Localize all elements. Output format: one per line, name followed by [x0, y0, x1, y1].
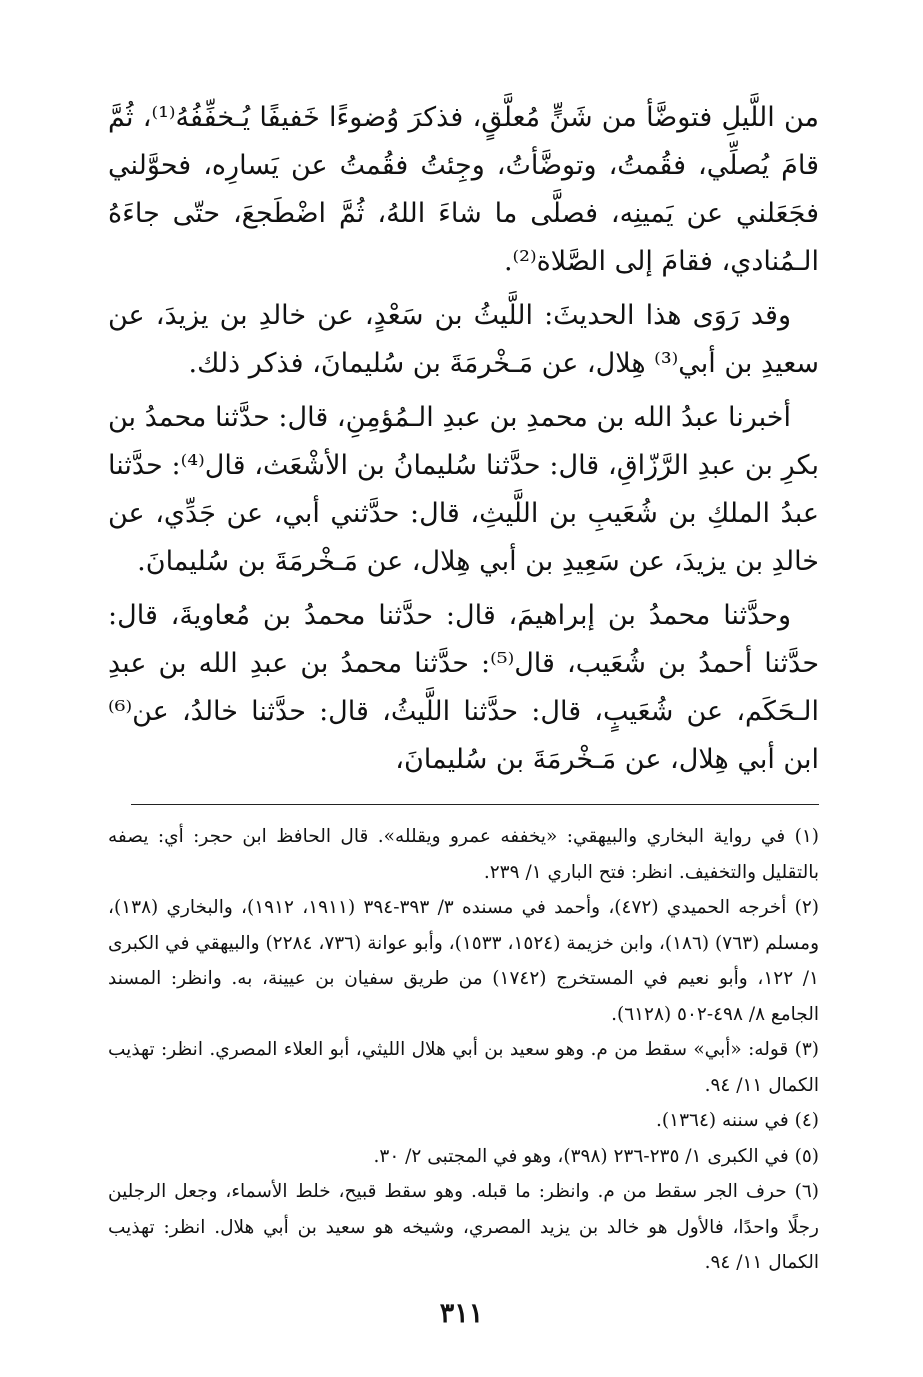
footnote-divider: [131, 804, 819, 805]
footnote-4: (٤) في سننه (١٣٦٤).: [656, 1110, 819, 1131]
footnote-6: (٦) حرف الجر سقط من م. وانظر: ما قبله. وهو سقط قبيح، خلط الأسماء، وجعل الرجلين رجلًا واحدًا، فالأول هو خالد بن يزيد المصري، وشيخه هو سعيد بن أبي هلال. انظر: تهذيب الكمال ١١/ ٩٤.: [108, 1181, 819, 1273]
footnote-1: (١) في رواية البخاري والبيهقي: «يخففه عمرو ويقلله». قال الحافظ ابن حجر: أي: يصفه بالتقليل والتخفيف. انظر: فتح الباري ١/ ٢٣٩.: [108, 826, 819, 883]
main-text: [108, 94, 819, 784]
footnotes: [108, 819, 819, 1281]
footnote-2: (٢) أخرجه الحميدي (٤٧٢)، وأحمد في مسنده ٣/ ٣٩٣-٣٩٤ (١٩١١، ١٩١٢)، والبخاري (١٣٨)، ومسلم (٧٦٣) (١٨٦)، وابن خزيمة (١٥٢٤، ١٥٣٣)، وأبو عوانة (٧٣٦، ٢٢٨٤) والبيهقي في الكبرى ١/ ١٢٢، وأبو نعيم في المستخرج (١٧٤٢) من طريق سفيان بن عيينة، به. وانظر: المسند الجامع ٨/ ٤٩٨-٥٠٢ (٦١٢٨).: [108, 897, 820, 1025]
page-number: ٣١١: [439, 1298, 484, 1329]
paragraph-4: وحدَّثنا محمدُ بن إبراهيمَ، قال: حدَّثنا محمدُ بن مُعاويةَ، قال: حدَّثنا أحمدُ بن شُعَيب، قال⁽⁵⁾: حدَّثنا محمدُ بن عبدِ الله بن عبدِ الـحَكَم، عن شُعَيبٍ، قال: حدَّثنا اللَّيثُ، قال: حدَّثنا خالدُ، عن⁽⁶⁾ ابن أبي هِلال، عن مَـخْرمَةَ بن سُليمانَ،: [108, 600, 820, 775]
paragraph-1: من اللَّيلِ فتوضَّأ من شَنٍّ مُعلَّقٍ، فذكرَ وُضوءًا خَفيفًا يُـخفِّفُهُ⁽¹⁾، ثُمَّ قامَ يُصلِّي، فقُمتُ، وتوضَّأتُ، وجِئتُ فقُمتُ عن يَسارِه، فحوَّلني فجَعَلني عن يَمينِه، فصلَّى ما شاءَ اللهُ، ثُمَّ اضْطَجعَ، حتّى جاءَهُ الـمُنادي، فقامَ إلى الصَّلاة⁽²⁾.: [108, 102, 819, 277]
paragraph-3: أخبرنا عبدُ الله بن محمدِ بن عبدِ الـمُؤمِنِ، قال: حدَّثنا محمدُ بن بكرِ بن عبدِ الرَّزّاقِ، قال: حدَّثنا سُليمانُ بن الأشْعَث، قال⁽⁴⁾: حدَّثنا عبدُ الملكِ بن شُعَيبِ بن اللَّيثِ، قال: حدَّثني أبي، عن جَدِّي، عن خالدِ بن يزيدَ، عن سَعِيدِ بن أبي هِلال، عن مَـخْرمَةَ بن سُليمانَ.: [108, 402, 819, 577]
paragraph-2: وقد رَوَى هذا الحديثَ: اللَّيثُ بن سَعْدٍ، عن خالدِ بن يزيدَ، عن سعيدِ بن أبي⁽³⁾ هِلال، عن مَـخْرمَةَ بن سُليمانَ، فذكر ذلك.: [108, 300, 819, 379]
footnote-5: (٥) في الكبرى ١/ ٢٣٥-٢٣٦ (٣٩٨)، وهو في المجتبى ٢/ ٣٠.: [373, 1145, 819, 1167]
footnote-3: (٣) قوله: «أبي» سقط من م. وهو سعيد بن أبي هلال الليثي، أبو العلاء المصري. انظر: تهذيب الكمال ١١/ ٩٤.: [108, 1039, 819, 1096]
